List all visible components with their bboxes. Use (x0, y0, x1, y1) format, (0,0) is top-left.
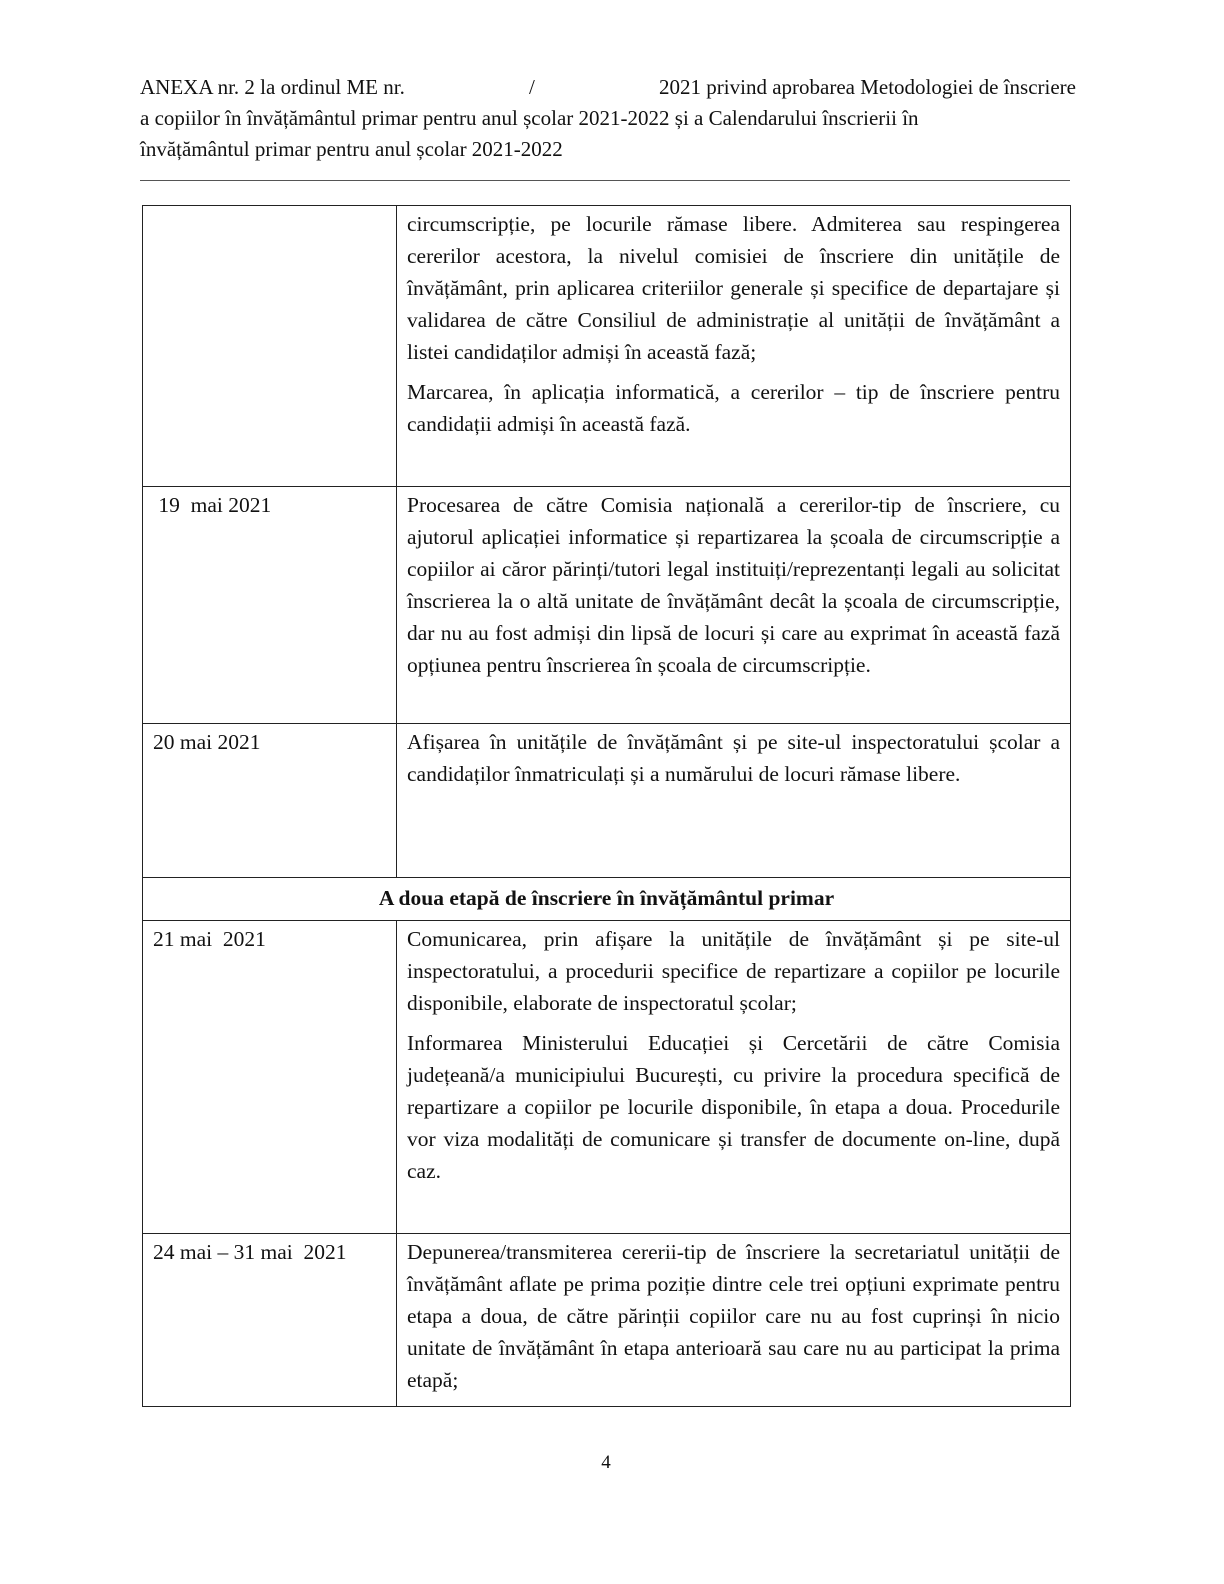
description-cell (397, 724, 1071, 878)
table-row (143, 724, 1071, 878)
stage-heading-row (143, 878, 1071, 921)
header-line-3: învățământul primar pentru anul școlar 2021-2022 (140, 137, 563, 161)
paragraph: Depunerea/transmiterea cererii-tip de înscriere la secretariatul unității de învățământ aflate pe prima poziție dintre cele trei opțiuni exprimate pentru etapa a doua, de către părinții copiilor care nu au fost cuprinși în nicio unitate de învățământ în etapa anterioară sau care nu au participat la prima etapă; (407, 1240, 1060, 1392)
paragraph: Informarea Ministerului Educației și Cercetării de către Comisia județeană/a municipiului București, cu privire la procedura specifică de repartizare a copiilor pe locurile disponibile, în etapa a doua. Procedurile vor viza modalități de comunicare și transfer de documente on-line, după caz. (407, 1031, 1060, 1183)
paragraph: Comunicarea, prin afișare la unitățile de învățământ și pe site-ul inspectoratului, a procedurii specifice de repartizare a copiilor pe locurile disponibile, elaborate de inspectoratul școlar; (407, 927, 1060, 1015)
date-cell: 21 mai 2021 (143, 921, 397, 1234)
description-cell (397, 1234, 1071, 1407)
date-cell (143, 206, 397, 487)
document-header (140, 72, 1076, 165)
table-row (143, 206, 1071, 487)
date-cell: 20 mai 2021 (143, 724, 397, 878)
description-cell (397, 206, 1071, 487)
stage-heading: A doua etapă de înscriere în învățământul primar (143, 878, 1071, 921)
calendar-table (142, 205, 1071, 1407)
table-row (143, 1234, 1071, 1407)
paragraph: Afișarea în unitățile de învățământ și pe site-ul inspectoratului școlar a candidaților înmatriculați și a numărului de locuri rămase libere. (407, 730, 1060, 786)
table-row (143, 921, 1071, 1234)
header-separator: / (529, 75, 535, 99)
date-cell: 24 mai – 31 mai 2021 (143, 1234, 397, 1407)
date-cell: 19 mai 2021 (143, 487, 397, 724)
page-number: 4 (601, 1452, 611, 1473)
header-divider (140, 180, 1070, 181)
header-order-ref: ANEXA nr. 2 la ordinul ME nr. (140, 75, 405, 99)
paragraph: Procesarea de către Comisia națională a cererilor-tip de înscriere, cu ajutorul aplicației informatice și repartizarea la școala de circumscripție a copiilor ai căror părinți/tutori legal instituiți/reprezentanți legali au solicitat înscrierea la o altă unitate de învățământ decât la școala de circumscripție, dar nu au fost admiși din lipsă de locuri și care au exprimat în această fază opțiunea pentru înscrierea în școala de circumscripție. (407, 493, 1060, 677)
description-cell (397, 487, 1071, 724)
description-cell (397, 921, 1071, 1234)
header-line-1 (140, 72, 1076, 103)
table-row (143, 487, 1071, 724)
header-line-2: a copiilor în învățământul primar pentru anul școlar 2021-2022 și a Calendarului înscrierii în (140, 106, 919, 130)
header-title-start: 2021 privind aprobarea Metodologiei de înscriere (659, 75, 1076, 99)
paragraph: Marcarea, în aplicația informatică, a cererilor – tip de înscriere pentru candidații admiși în această fază. (407, 380, 1060, 436)
paragraph: circumscripție, pe locurile rămase libere. Admiterea sau respingerea cererilor acestora, la nivelul comisiei de înscriere din unitățile de învățământ, prin aplicarea criteriilor generale și specifice de departajare și validarea de către Consiliul de administrație al unității de învățământ a listei candidaților admiși în această fază; (407, 212, 1060, 364)
